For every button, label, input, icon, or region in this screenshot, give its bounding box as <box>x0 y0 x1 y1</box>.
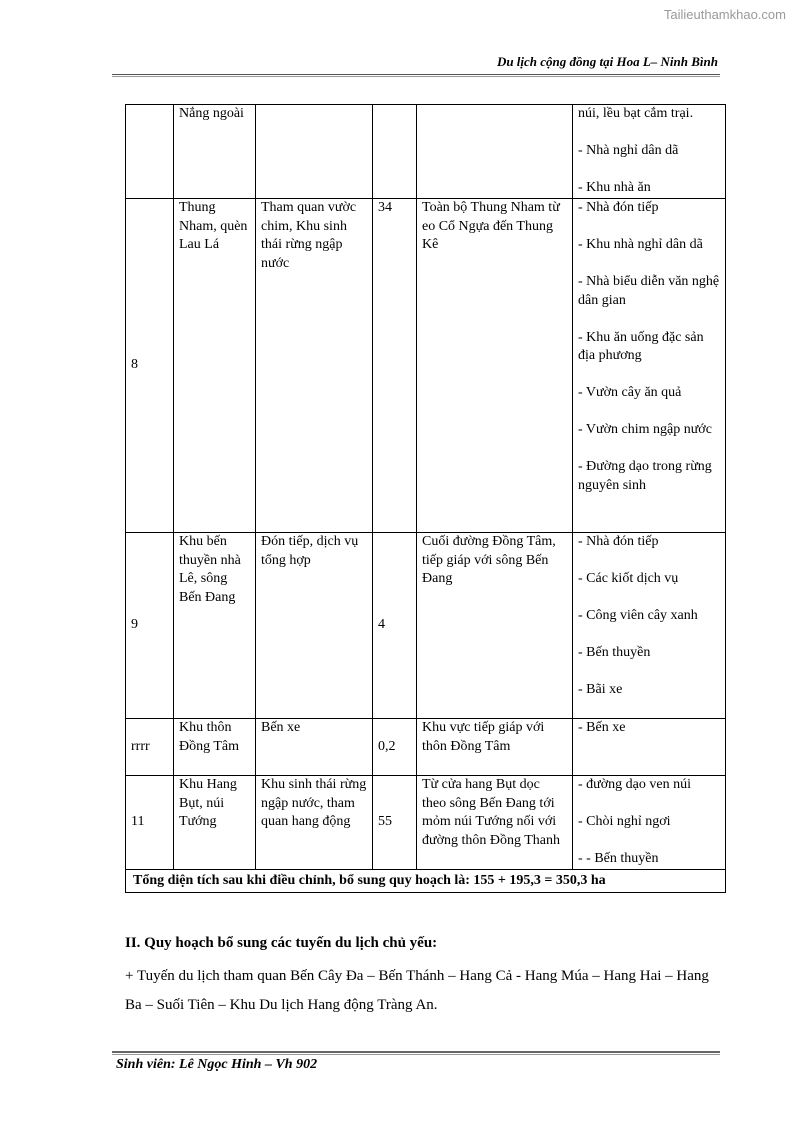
facility-item: - Đường dạo trong rừng nguyên sinh <box>578 459 712 493</box>
page-header-title: Du lịch cộng đồng tại Hoa L– Ninh Bình <box>496 54 718 69</box>
facility-item: - Bến thuyền <box>578 645 651 660</box>
facility-item: - Các kiốt dịch vụ <box>578 571 679 586</box>
cell-location: Toàn bộ Thung Nham từ eo Cổ Ngựa đến Thung Kê <box>417 199 573 533</box>
footer-student: Sinh viên: Lê Ngọc Hinh – Vh 902 <box>116 1057 318 1072</box>
cell-area: 0,2 <box>373 719 417 776</box>
facility-item: - đường dạo ven núi <box>578 777 691 792</box>
cell-no: 8 <box>126 199 174 533</box>
cell-function: Khu sinh thái rừng ngập nước, tham quan hang động <box>256 776 373 870</box>
facility-item: - Nhà nghỉ dân dã <box>578 143 679 158</box>
table-row <box>126 776 726 870</box>
facility-item: núi, lều bạt cắm trại. <box>578 106 694 121</box>
facility-item: - Chòi nghỉ ngơi <box>578 814 671 829</box>
cell-name: Khu Hang Bụt, núi Tướng <box>174 776 256 870</box>
facility-item: - Bến xe <box>578 720 626 735</box>
cell-name: Nắng ngoài <box>174 105 256 199</box>
facility-item: - Vườn chim ngập nước <box>578 422 712 437</box>
facility-item: - Khu ăn uống đặc sản địa phương <box>578 329 704 363</box>
facility-item: - Vườn cây ăn quả <box>578 385 682 400</box>
facility-item: - Khu nhà ăn <box>578 180 651 195</box>
table-row <box>126 533 726 719</box>
facility-item: - Nhà đón tiếp <box>578 534 659 549</box>
cell-function: Bến xe <box>256 719 373 776</box>
facility-item: - - Bến thuyền <box>578 851 659 866</box>
facility-item: - Nhà đón tiếp <box>578 200 659 215</box>
cell-function: Đón tiếp, dịch vụ tổng hợp <box>256 533 373 719</box>
cell-location: Từ cửa hang Bụt dọc theo sông Bến Đang tới mỏm núi Tướng nối với đường thôn Đồng Thanh <box>417 776 573 870</box>
cell-facilities <box>573 719 726 776</box>
facility-item: - Nhà biểu diễn văn nghệ dân gian <box>578 274 720 308</box>
total-area-text: Tổng diện tích sau khi điều chỉnh, bổ sung quy hoạch là: 155 + 195,3 = 350,3 ha <box>126 869 726 893</box>
cell-location: Khu vực tiếp giáp với thôn Đồng Tâm <box>417 719 573 776</box>
section-heading: II. Quy hoạch bổ sung các tuyến du lịch chủ yếu: <box>125 935 438 951</box>
cell-function <box>256 105 373 199</box>
cell-location <box>417 105 573 199</box>
table-row <box>126 199 726 533</box>
cell-facilities <box>573 776 726 870</box>
footer-rule <box>112 1051 720 1055</box>
cell-location: Cuối đường Đồng Tâm, tiếp giáp với sông Bến Đang <box>417 533 573 719</box>
header-rule <box>112 74 720 77</box>
cell-facilities <box>573 105 726 199</box>
route-paragraph: + Tuyến du lịch tham quan Bến Cây Đa – Bến Thánh – Hang Cả - Hang Múa – Hang Hai – Hang Ba – Suối Tiên – Khu Du lịch Hang động Tràng An. <box>125 968 709 1013</box>
cell-facilities <box>573 533 726 719</box>
cell-function: Tham quan vườc chim, Khu sinh thái rừng ngập nước <box>256 199 373 533</box>
cell-no: rrrr <box>126 719 174 776</box>
facility-item: - Khu nhà nghỉ dân dã <box>578 237 703 252</box>
planning-table <box>125 104 726 893</box>
cell-area: 4 <box>373 533 417 719</box>
cell-area <box>373 105 417 199</box>
cell-area: 34 <box>373 199 417 533</box>
cell-name: Khu thôn Đồng Tâm <box>174 719 256 776</box>
cell-area: 55 <box>373 776 417 870</box>
cell-no: 9 <box>126 533 174 719</box>
facility-item: - Công viên cây xanh <box>578 608 698 623</box>
cell-name: Thung Nham, quèn Lau Lá <box>174 199 256 533</box>
cell-no: 11 <box>126 776 174 870</box>
watermark: Tailieuthamkhao.com <box>663 7 786 22</box>
cell-name: Khu bến thuyền nhà Lê, sông Bến Đang <box>174 533 256 719</box>
facility-item: - Bãi xe <box>578 682 623 697</box>
table-total-row <box>126 869 726 893</box>
cell-facilities <box>573 199 726 533</box>
table-row <box>126 719 726 776</box>
table-row <box>126 105 726 199</box>
cell-no <box>126 105 174 199</box>
